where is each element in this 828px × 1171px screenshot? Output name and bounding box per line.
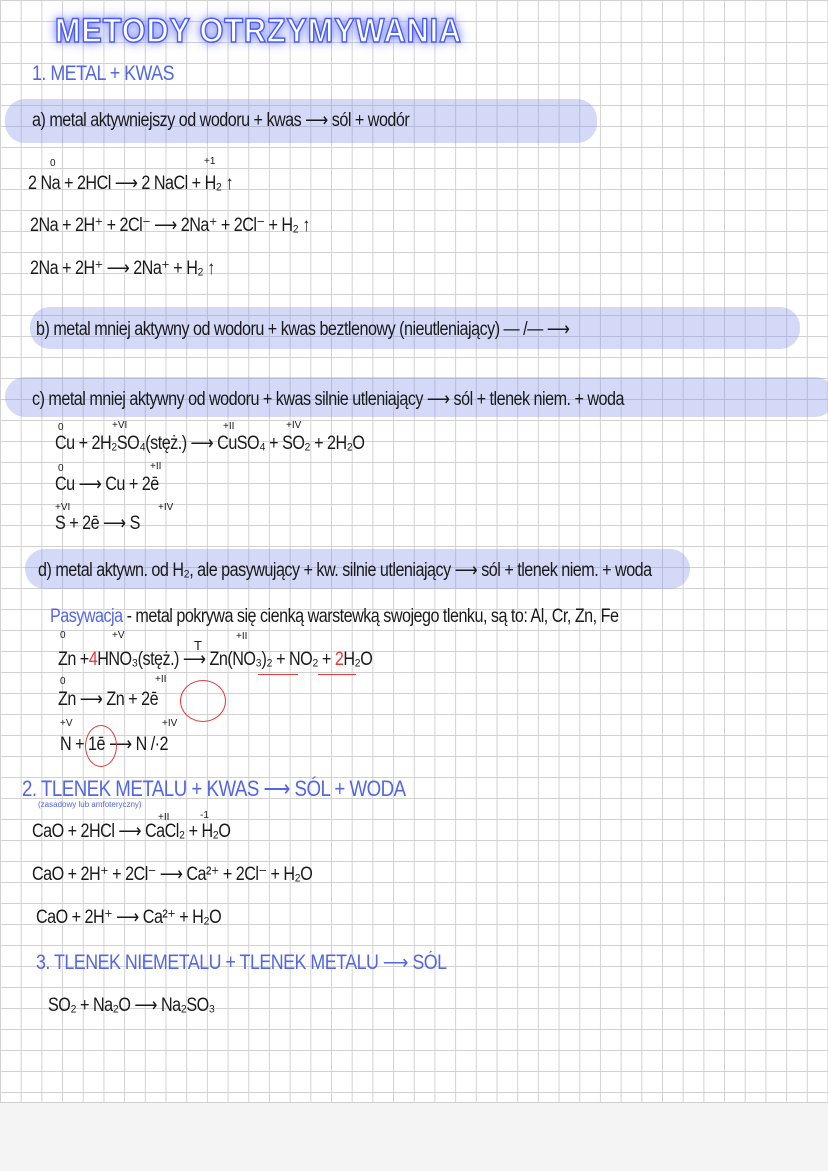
equation-part: Zn + [58, 649, 89, 670]
equation: 2Na + 2H⁺ + 2Cl⁻ ⟶ 2Na⁺ + 2Cl⁻ + H₂ ↑ [30, 215, 310, 236]
ox-state: +II [158, 812, 170, 823]
equation: 2 Na + 2HCl ⟶ 2 NaCl + H₂ ↑ [28, 173, 234, 194]
pasywacja-term: Pasywacja [50, 606, 123, 627]
equation: CaO + 2H⁺ ⟶ Ca²⁺ + H₂O [36, 907, 222, 928]
ox-state: 0 [58, 463, 64, 474]
equation: Cu + 2H₂SO₄(stęż.) ⟶ CuSO₄ + SO₂ + 2H₂O [55, 433, 365, 454]
ox-state: -1 [200, 810, 209, 821]
equation: CaO + 2H⁺ + 2Cl⁻ ⟶ Ca²⁺ + 2Cl⁻ + H₂O [32, 864, 313, 885]
ox-state: +II [150, 461, 162, 472]
ox-state: 0 [58, 422, 64, 433]
equation: N + 1ē ⟶ N /·2 [60, 734, 169, 755]
equation-part: HNO₃(stęż.) ⟶ Zn(NO₃)₂ + NO₂ + [97, 649, 331, 670]
ox-state: +V [112, 630, 125, 641]
red-circle [85, 725, 117, 767]
rule-d: d) metal aktywn. od H₂, ale pasywujący + kw. silnie utleniający ⟶ sól + tlenek niem. + woda [38, 560, 652, 581]
arrow-condition-label: T [194, 638, 202, 653]
ox-state: +IV [158, 502, 174, 513]
pasywacja-text: - metal pokrywa się cienką warstewką swojego tlenku, są to: Al, Cr, Zn, Fe [122, 606, 619, 627]
ox-state: +IV [286, 420, 302, 431]
section-1-heading: 1. METAL + KWAS [32, 62, 174, 85]
rule-c: c) metal mniej aktywny od wodoru + kwas silnie utleniający ⟶ sól + tlenek niem. + woda [32, 389, 624, 410]
equation: 2Na + 2H⁺ ⟶ 2Na⁺ + H₂ ↑ [30, 258, 215, 279]
page-bottom [0, 1102, 828, 1171]
coefficient: 4 [88, 649, 98, 670]
ox-state: +II [236, 631, 248, 642]
equation [58, 648, 372, 671]
section-2-note: (zasadowy lub amfoteryczny) [38, 800, 142, 809]
rule-b: b) metal mniej aktywny od wodoru + kwas beztlenowy (nieutleniający) — /— ⟶ [36, 319, 570, 340]
equation: SO₂ + Na₂O ⟶ Na₂SO₃ [48, 995, 215, 1016]
equation: Cu ⟶ Cu + 2ē [55, 474, 159, 495]
ox-state: +VI [112, 420, 128, 431]
ox-state: 0 [60, 676, 66, 687]
ox-state: +II [223, 421, 235, 432]
section-3-heading: 3. TLENEK NIEMETALU + TLENEK METALU ⟶ SÓL [36, 951, 447, 974]
ox-state: +IV [162, 718, 178, 729]
ox-state: +VI [55, 502, 71, 513]
red-underline [318, 674, 356, 675]
ox-state: +1 [204, 156, 216, 167]
red-circle [180, 680, 226, 722]
pasywacja-definition [50, 606, 618, 628]
equation: Zn ⟶ Zn + 2ē [58, 689, 159, 710]
ox-state: +II [155, 674, 167, 685]
red-underline [258, 674, 298, 675]
ox-state: 0 [50, 158, 56, 169]
section-2-heading: 2. TLENEK METALU + KWAS ⟶ SÓL + WODA [22, 776, 406, 801]
ox-state: +V [60, 718, 73, 729]
equation: S + 2ē ⟶ S [55, 513, 140, 534]
rule-a: a) metal aktywniejszy od wodoru + kwas ⟶ sól + wodór [32, 110, 410, 131]
coefficient: 2 [334, 649, 344, 670]
equation-part: H₂O [343, 649, 373, 670]
ox-state: 0 [60, 630, 66, 641]
equation: CaO + 2HCl ⟶ CaCl₂ + H₂O [32, 821, 231, 842]
page-title: METODY OTRZYMYWANIA [55, 12, 462, 50]
